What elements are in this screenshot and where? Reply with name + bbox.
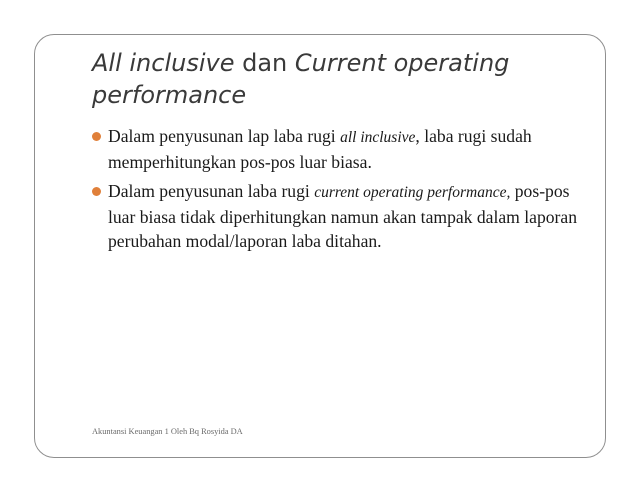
title-italic-part-2: Current operating performance xyxy=(92,49,510,109)
bullet-list xyxy=(92,124,582,258)
bullet-1-text-italic: all inclusive xyxy=(340,129,416,146)
bullet-2-text-before: Dalam penyusunan laba rugi xyxy=(108,181,315,201)
slide-title xyxy=(92,47,572,111)
title-connector: dan xyxy=(234,49,295,77)
bullet-2-text-after: pos-pos luar biasa tidak diperhitungkan namun akan tampak dalam laporan perubahan modal/laporan laba ditahan. xyxy=(108,181,578,251)
title-italic-part-1: All inclusive xyxy=(92,49,235,77)
bullet-item-1 xyxy=(92,124,582,174)
bullet-2-text-italic: current operating performance, xyxy=(314,184,511,201)
bullet-icon xyxy=(92,132,101,141)
bullet-1-text-before: Dalam penyusunan lap laba rugi xyxy=(108,126,341,146)
slide-footer: Akuntansi Keuangan 1 Oleh Bq Rosyida DA xyxy=(92,427,243,436)
bullet-1-text-after: , laba rugi sudah memperhitungkan pos-pos luar biasa. xyxy=(108,126,532,172)
bullet-icon xyxy=(92,187,101,196)
bullet-item-2 xyxy=(92,179,582,253)
